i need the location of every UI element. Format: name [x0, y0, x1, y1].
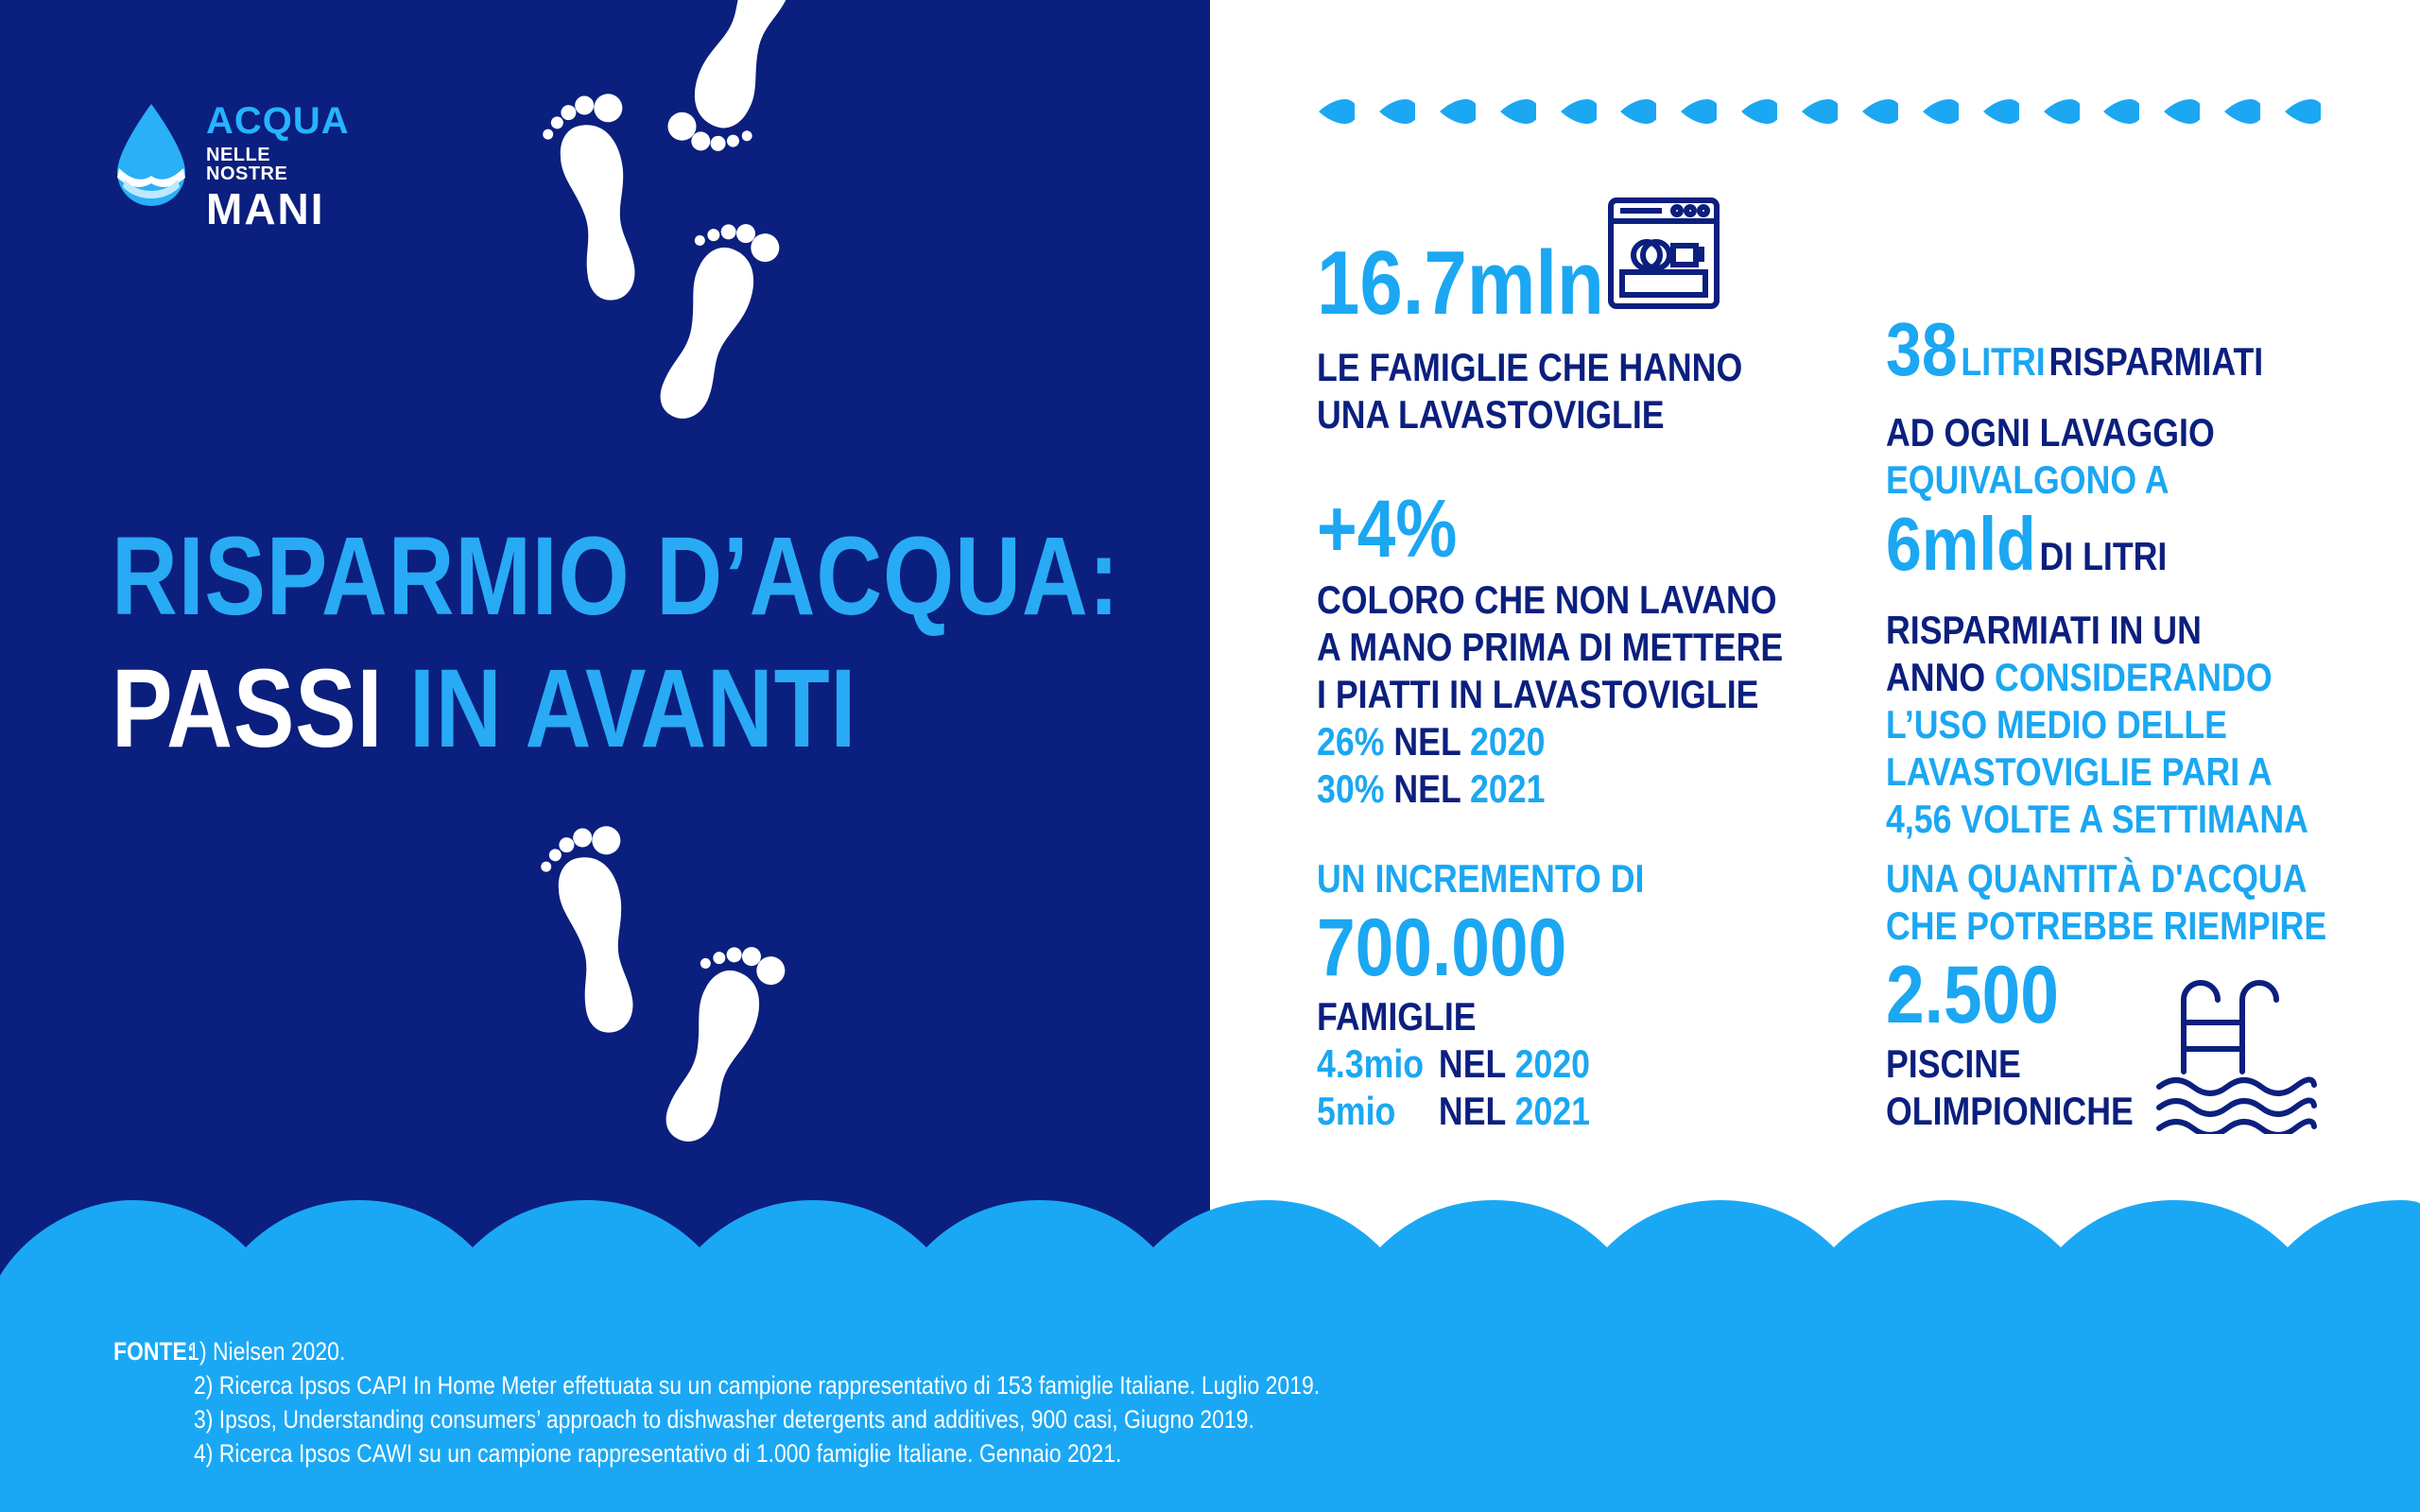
stat-growth-row-2021	[1317, 1088, 1644, 1135]
stat-growth-value: 700.000	[1317, 902, 1567, 993]
stat-prewash-value: +4%	[1317, 484, 1458, 575]
stat-growth-intro: UN INCREMENTO DI	[1317, 856, 1645, 901]
stat-prewash-row-2020	[1317, 718, 1783, 765]
stat-families-line-2: UNA LAVASTOVIGLIE	[1317, 392, 1665, 437]
stat-growth	[1317, 855, 1644, 1135]
logo-line-2: NELLE NOSTRE	[206, 145, 288, 184]
stat-pools-line-4: OLIMPIONICHE	[1886, 1089, 2134, 1133]
stat-families-dishwasher	[1317, 234, 1742, 438]
water-drop-icon	[2224, 99, 2260, 124]
source-item-2: 2) Ricerca Ipsos CAPI In Home Meter effettuata su un campione rappresentativo di 153 famiglie Italiane. Luglio 2019.	[194, 1371, 1321, 1400]
stat-prewash-pct-2021: 30%	[1317, 766, 1385, 811]
stat-growth-row-2020	[1317, 1040, 1644, 1088]
water-drop-icon	[1319, 99, 1355, 124]
main-headline	[112, 510, 1120, 775]
sources-label: FONTE:	[113, 1337, 195, 1366]
footprint-icon	[647, 933, 790, 1155]
stat-liters-big-row	[1886, 504, 2308, 607]
water-drop-icon	[1620, 99, 1656, 124]
water-drop-icon	[1923, 99, 1959, 124]
stat-prewash-row-2021	[1317, 765, 1783, 813]
stat-growth-unit: FAMIGLIE	[1317, 994, 1477, 1039]
water-drop-icon	[2044, 99, 2080, 124]
stat-prewash	[1317, 484, 1783, 813]
stat-prewash-line-3: I PIATTI IN LAVASTOVIGLIE	[1317, 672, 1759, 716]
stat-prewash-pct-2020: 26%	[1317, 719, 1385, 764]
stat-liters-line-9: 4,56 VOLTE A SETTIMANA	[1886, 797, 2308, 841]
footprint-icon	[663, 0, 812, 166]
stat-growth-nel-2020: NEL	[1438, 1041, 1506, 1086]
water-drop-icon	[2285, 99, 2321, 124]
stat-liters-line-6	[1886, 654, 2308, 701]
water-drop-icon	[2164, 99, 2200, 124]
stat-growth-amount-2021: 5mio	[1317, 1089, 1396, 1133]
stat-liters-line-7: L’USO MEDIO DELLE	[1886, 702, 2227, 747]
stat-prewash-nel-2021: NEL	[1393, 766, 1461, 811]
stat-liters-saved	[1886, 307, 2308, 843]
water-drop-hands-icon	[112, 102, 191, 212]
logo-line-1: ACQUA	[206, 100, 350, 142]
stat-growth-year-2020: 2020	[1514, 1041, 1591, 1086]
water-drop-icon	[1802, 99, 1838, 124]
source-item-3: 3) Ipsos, Understanding consumers’ approach to dishwasher detergents and additives, 900 casi, Giugno 2019.	[194, 1405, 1254, 1434]
headline-passi: PASSI	[112, 646, 384, 771]
water-drop-icon	[1862, 99, 1898, 124]
water-drop-icon	[1379, 99, 1415, 124]
stat-prewash-line-2: A MANO PRIMA DI METTERE	[1317, 625, 1784, 669]
stat-liters-line-5: RISPARMIATI IN UN	[1886, 608, 2202, 652]
water-drop-icon	[1741, 99, 1777, 124]
water-drop-icon	[1561, 99, 1597, 124]
stat-liters-value: 38	[1886, 307, 1958, 391]
brand-logo	[112, 100, 357, 233]
stat-liters-litri: LITRI	[1961, 339, 2046, 384]
logo-line-3: MANI	[206, 184, 325, 233]
sources-footnote	[113, 1334, 1320, 1470]
water-drop-icon	[1983, 99, 2019, 124]
stat-families-value: 16.7mln	[1317, 232, 1604, 334]
stat-liters-big: 6mld	[1886, 502, 2036, 586]
stat-prewash-year-2020: 2020	[1470, 719, 1546, 764]
stat-liters-line-2: AD OGNI LAVAGGIO	[1886, 410, 2215, 455]
headline-in-avanti: IN AVANTI	[409, 646, 857, 771]
stat-prewash-line-1: COLORO CHE NON LAVANO	[1317, 577, 1777, 622]
footprint-icon	[641, 210, 785, 432]
stat-liters-headline	[1886, 307, 2308, 409]
source-item-4: 4) Ricerca Ipsos CAWI su un campione rappresentativo di 1.000 famiglie Italiane. Gennaio 2021.	[194, 1439, 1122, 1468]
stat-growth-amount-2020: 4.3mio	[1317, 1041, 1425, 1086]
stat-growth-nel-2021: NEL	[1438, 1089, 1506, 1133]
stat-prewash-nel-2020: NEL	[1393, 719, 1461, 764]
drops-divider	[1319, 99, 2321, 128]
water-drop-icon	[1681, 99, 1717, 124]
stat-liters-line-6b: CONSIDERANDO	[1995, 655, 2273, 699]
stat-liters-line-8: LAVASTOVIGLIE PARI A	[1886, 749, 2273, 794]
stat-families-line-1: LE FAMIGLIE CHE HANNO	[1317, 345, 1743, 389]
source-line-1	[113, 1334, 1320, 1368]
stat-liters-risparmiati: RISPARMIATI	[2048, 339, 2264, 384]
stat-prewash-year-2021: 2021	[1470, 766, 1546, 811]
footprint-icon	[537, 89, 662, 308]
stat-liters-line-6a: ANNO	[1886, 655, 1986, 699]
swimming-pool-icon	[2155, 973, 2318, 1134]
stat-pools-line-1: UNA QUANTITÀ D'ACQUA	[1886, 856, 2308, 901]
stat-growth-year-2021: 2021	[1514, 1089, 1591, 1133]
stat-liters-line-3: EQUIVALGONO A	[1886, 457, 2169, 502]
stat-liters-after-big: DI LITRI	[2039, 534, 2168, 578]
headline-line-1: RISPARMIO D’ACQUA:	[112, 514, 1120, 639]
water-drop-icon	[2103, 99, 2139, 124]
water-drop-icon	[1500, 99, 1536, 124]
logo-wordmark	[206, 102, 357, 231]
stat-pools-line-2: CHE POTREBBE RIEMPIRE	[1886, 903, 2327, 948]
source-item-1: 1) Nielsen 2020.	[187, 1337, 346, 1366]
stat-pools-value: 2.500	[1886, 950, 2059, 1040]
water-drop-icon	[1440, 99, 1476, 124]
footprint-icon	[535, 821, 660, 1040]
stat-pools-line-3: PISCINE	[1886, 1041, 2021, 1086]
